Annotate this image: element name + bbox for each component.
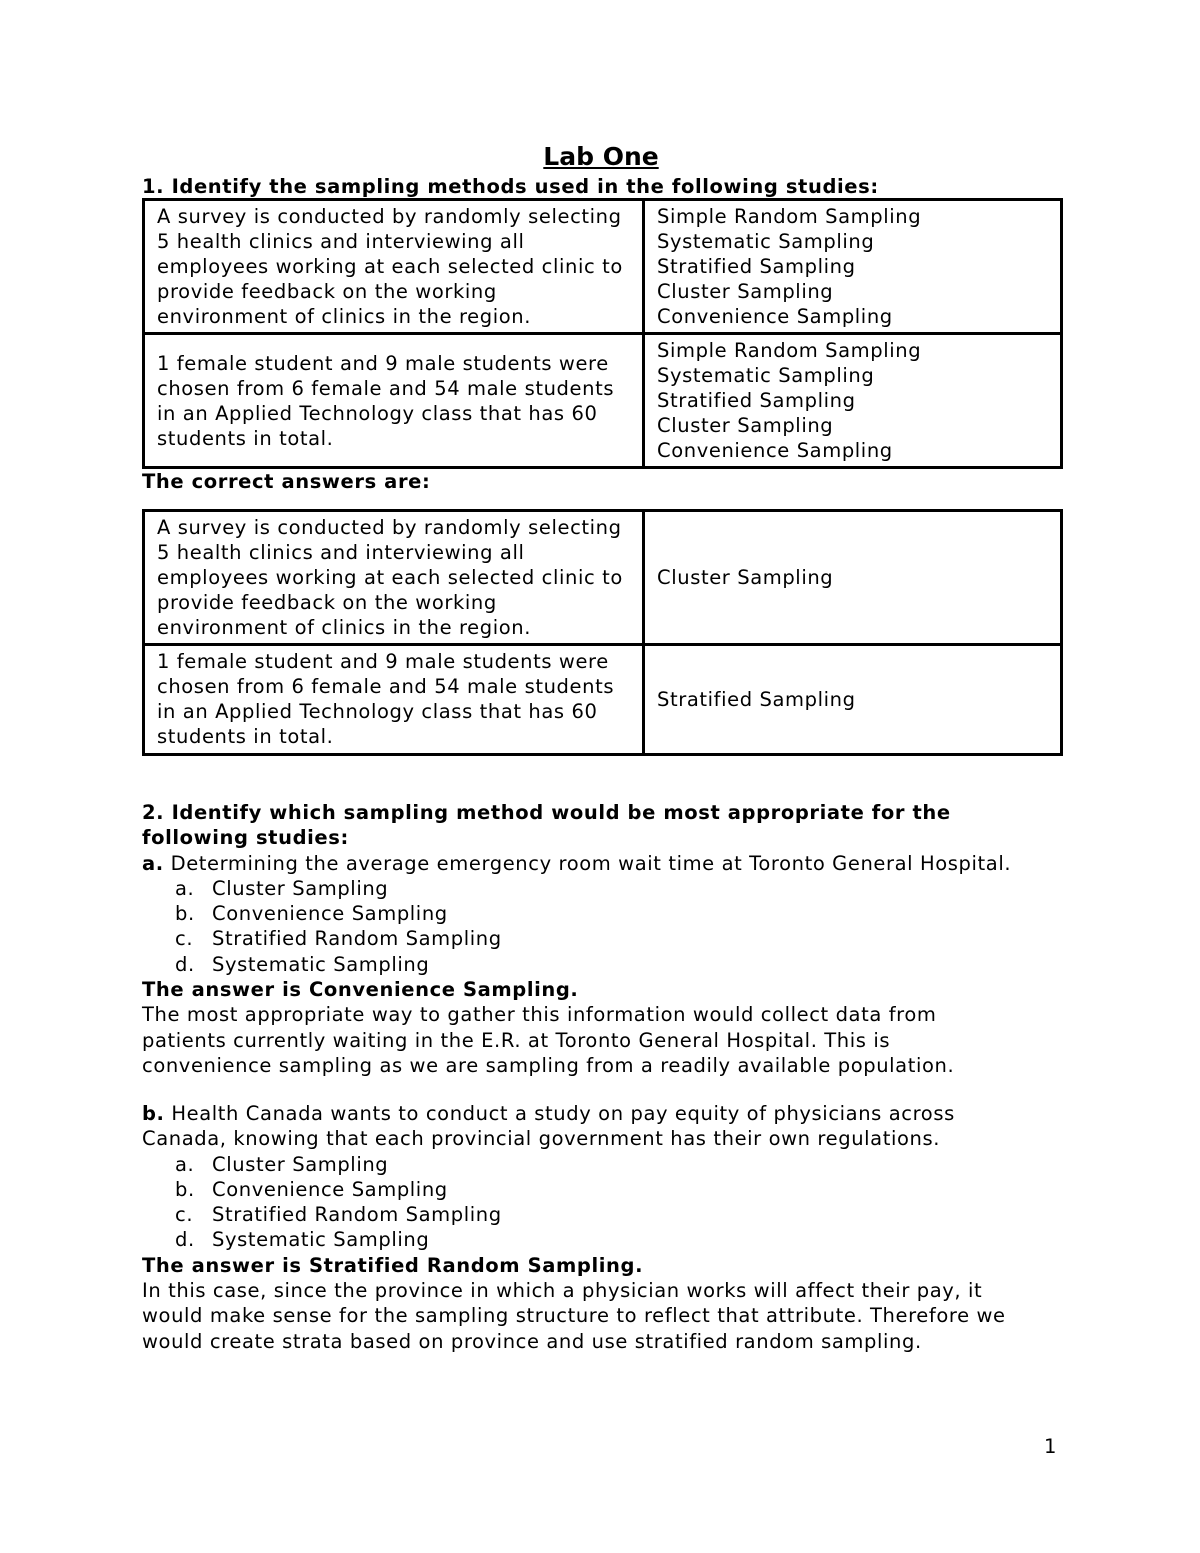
option-item: Systematic Sampling bbox=[657, 230, 875, 253]
list-item bbox=[142, 1177, 1060, 1202]
sampling-options bbox=[644, 200, 1062, 334]
option-text: Convenience Sampling bbox=[212, 902, 448, 926]
question-2-heading: 2. Identify which sampling method would be most appropriate for the bbox=[142, 801, 951, 824]
option-letter: d. bbox=[175, 1228, 195, 1252]
sampling-options bbox=[644, 334, 1062, 468]
option-item: Stratified Sampling bbox=[657, 389, 856, 412]
option-letter: b. bbox=[175, 1177, 195, 1201]
explanation-line: would create strata based on province and use stratified random sampling. bbox=[142, 1329, 922, 1353]
study-description: 1 female student and 9 male students were chosen from 6 female and 54 male students in an Applied Technology class that has 60 students in total. bbox=[144, 334, 644, 468]
option-item: Convenience Sampling bbox=[657, 439, 893, 462]
part-b-answer: The answer is Stratified Random Sampling. bbox=[142, 1253, 644, 1277]
correct-answer: Stratified Sampling bbox=[644, 645, 1062, 755]
table-row bbox=[144, 200, 1062, 334]
question-1-table bbox=[142, 198, 1063, 469]
table-row bbox=[144, 334, 1062, 468]
table-row bbox=[144, 511, 1062, 645]
page-number: 1 bbox=[1044, 1435, 1057, 1458]
option-text: Systematic Sampling bbox=[212, 1228, 430, 1252]
question-2-heading-cont: following studies: bbox=[142, 826, 349, 850]
part-a-prompt bbox=[142, 851, 1060, 876]
part-a-text: Determining the average emergency room wait time at Toronto General Hospital. bbox=[163, 851, 1012, 875]
list-item bbox=[142, 952, 1060, 977]
page-title: Lab One bbox=[543, 142, 659, 171]
option-item: Convenience Sampling bbox=[657, 305, 893, 328]
list-item bbox=[142, 876, 1060, 901]
option-item: Cluster Sampling bbox=[657, 280, 834, 303]
option-text: Cluster Sampling bbox=[212, 876, 389, 900]
table-row bbox=[144, 645, 1062, 755]
part-a-options bbox=[142, 876, 1060, 977]
option-text: Stratified Random Sampling bbox=[212, 1203, 502, 1227]
list-item bbox=[142, 1202, 1060, 1227]
list-item bbox=[142, 1152, 1060, 1177]
question-2-part-b bbox=[142, 1101, 1060, 1354]
option-text: Stratified Random Sampling bbox=[212, 927, 502, 951]
study-description: A survey is conducted by randomly selecting 5 health clinics and interviewing all employees working at each selected clinic to provide feedback on the working environment of clinics in the region. bbox=[144, 200, 644, 334]
list-item bbox=[142, 926, 1060, 951]
list-item bbox=[142, 901, 1060, 926]
explanation-line: would make sense for the sampling structure to reflect that attribute. Therefore we bbox=[142, 1304, 1006, 1328]
option-text: Systematic Sampling bbox=[212, 952, 430, 976]
option-letter: d. bbox=[175, 952, 195, 976]
option-letter: a. bbox=[175, 1152, 195, 1176]
part-b-options bbox=[142, 1152, 1060, 1253]
question-1-heading: 1. Identify the sampling methods used in the following studies: bbox=[142, 175, 879, 198]
part-a-answer: The answer is Convenience Sampling. bbox=[142, 978, 579, 1002]
part-b-prompt-cont: Canada, knowing that each provincial government has their own regulations. bbox=[142, 1127, 941, 1151]
option-item: Simple Random Sampling bbox=[657, 339, 922, 362]
answers-heading: The correct answers are: bbox=[142, 470, 431, 493]
option-letter: c. bbox=[175, 1203, 194, 1227]
explanation-line: patients currently waiting in the E.R. at Toronto General Hospital. This is bbox=[142, 1028, 891, 1052]
option-item: Systematic Sampling bbox=[657, 364, 875, 387]
option-text: Cluster Sampling bbox=[212, 1152, 389, 1176]
explanation-line: The most appropriate way to gather this information would collect data from bbox=[142, 1003, 937, 1027]
option-text: Convenience Sampling bbox=[212, 1177, 448, 1201]
list-item bbox=[142, 1227, 1060, 1252]
question-2 bbox=[142, 800, 1060, 1078]
explanation-line: convenience sampling as we are sampling from a readily available population. bbox=[142, 1053, 955, 1077]
study-description: 1 female student and 9 male students were chosen from 6 female and 54 male students in an Applied Technology class that has 60 students in total. bbox=[144, 645, 644, 755]
option-item: Stratified Sampling bbox=[657, 255, 856, 278]
part-b-prompt bbox=[142, 1101, 1060, 1126]
answers-table bbox=[142, 509, 1063, 756]
part-b-label: b. bbox=[142, 1102, 165, 1125]
part-b-text: Health Canada wants to conduct a study on pay equity of physicians across bbox=[164, 1102, 955, 1125]
option-item: Simple Random Sampling bbox=[657, 205, 922, 228]
option-letter: b. bbox=[175, 902, 195, 926]
option-letter: a. bbox=[175, 876, 195, 900]
part-a-label: a. bbox=[142, 851, 164, 875]
correct-answer: Cluster Sampling bbox=[644, 511, 1062, 645]
study-description: A survey is conducted by randomly selecting 5 health clinics and interviewing all employees working at each selected clinic to provide feedback on the working environment of clinics in the region. bbox=[144, 511, 644, 645]
option-item: Cluster Sampling bbox=[657, 414, 834, 437]
option-letter: c. bbox=[175, 927, 194, 951]
explanation-line: In this case, since the province in which a physician works will affect their pay, it bbox=[142, 1279, 983, 1303]
